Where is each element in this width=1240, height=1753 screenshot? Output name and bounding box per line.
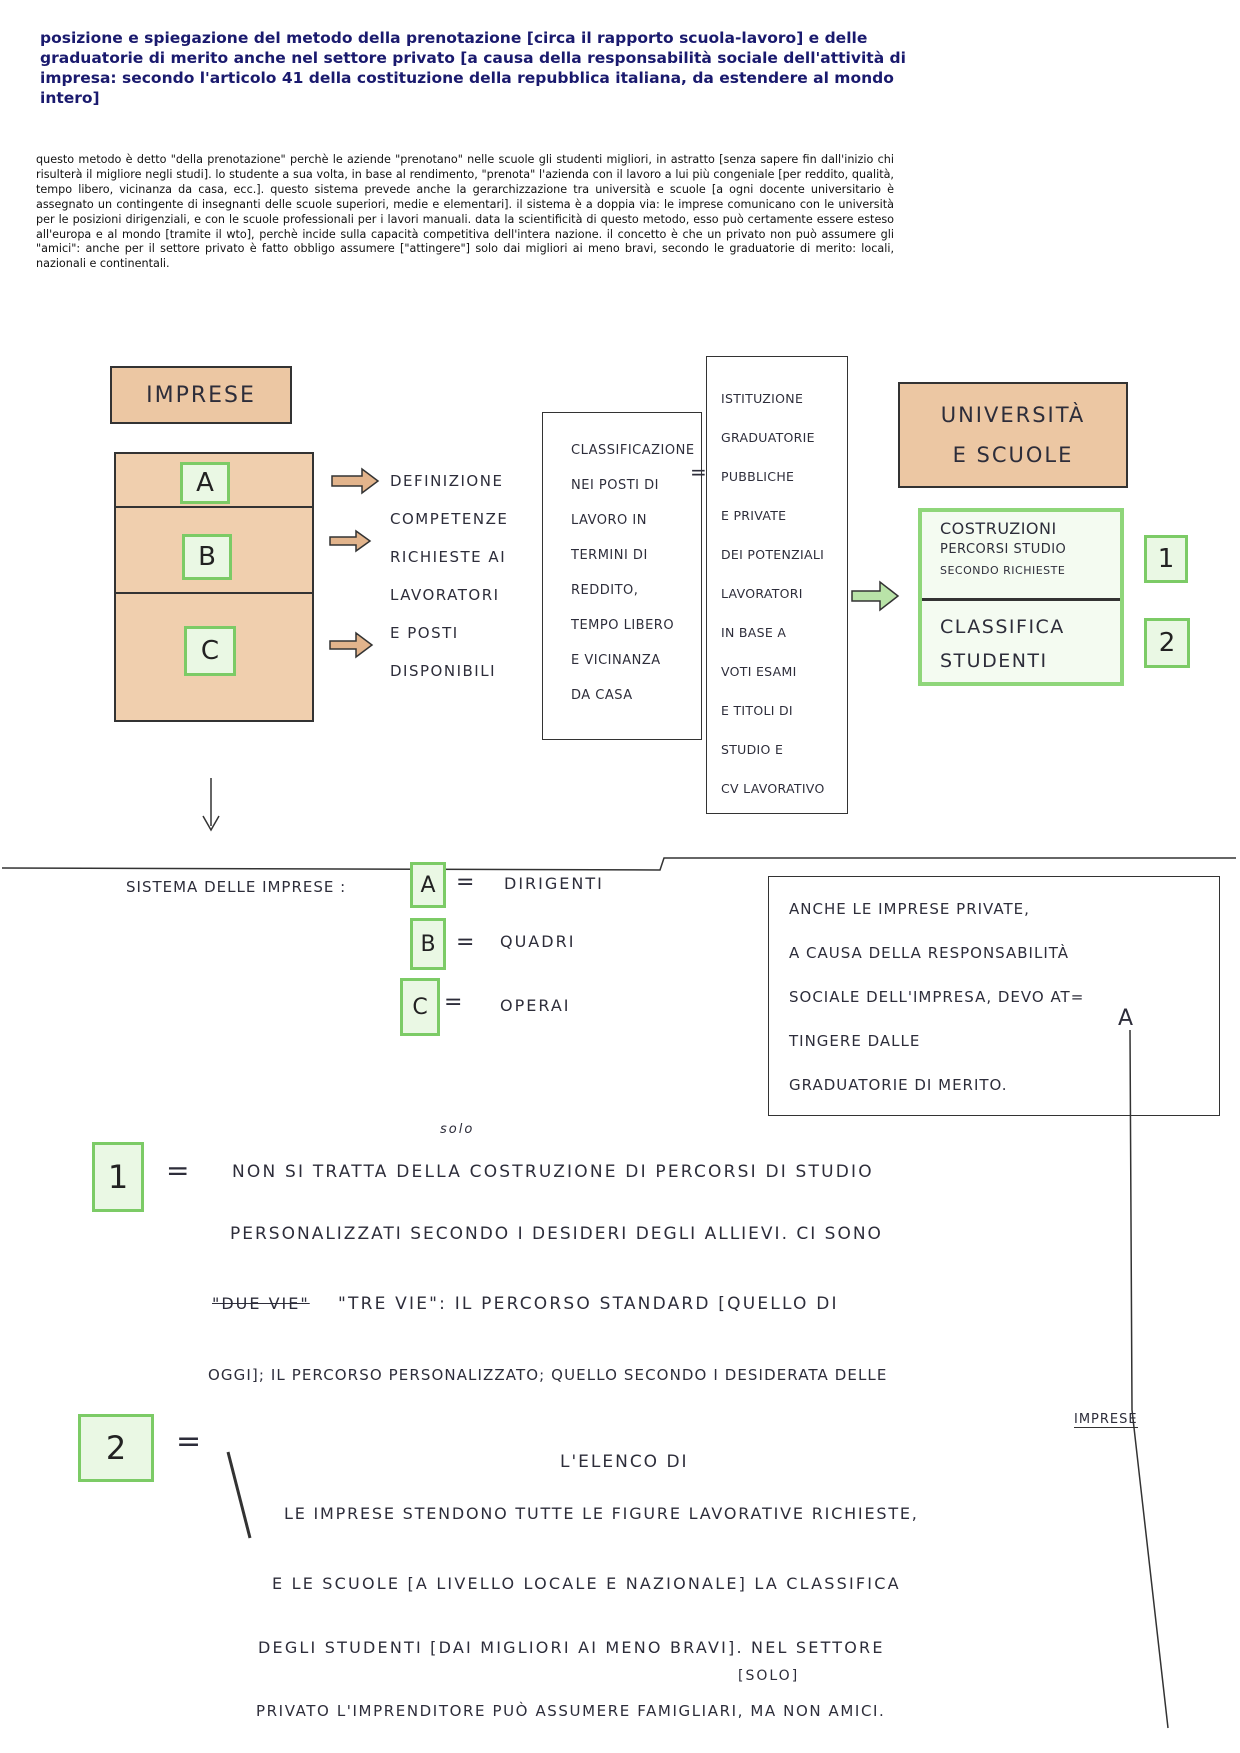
note2-insert-top: L'ELENCO DI <box>560 1452 689 1472</box>
note2-line-4: PRIVATO L'IMPRENDITORE PUÒ ASSUMERE FAMIGLIARI, MA NON AMICI. <box>256 1702 886 1720</box>
istituzione-line: VOTI ESAMI <box>721 664 797 679</box>
note1-number-label: 1 <box>107 1158 129 1196</box>
sistema-c-role: OPERAI <box>500 996 571 1015</box>
universita-label: UNIVERSITÀ <box>940 403 1086 427</box>
sistema-label: SISTEMA DELLE IMPRESE : <box>126 878 347 896</box>
classificazione-line: TERMINI DI <box>571 548 648 563</box>
istituzione-line: E PRIVATE <box>721 508 787 523</box>
sistema-a-role: DIRIGENTI <box>504 874 604 893</box>
equals-sign: = <box>690 460 709 484</box>
definizione-line: DISPONIBILI <box>390 662 496 680</box>
sistema-b-letter: B <box>420 931 436 957</box>
definizione-line: E POSTI <box>390 624 459 642</box>
definizione-line: LAVORATORI <box>390 586 500 604</box>
sistema-b-eq: = <box>456 930 477 955</box>
imprese-label: IMPRESE <box>146 382 256 408</box>
note2-number-label: 2 <box>105 1429 127 1467</box>
sistema-b-role: QUADRI <box>500 932 576 951</box>
sistema-a-eq: = <box>456 870 477 895</box>
company-c-label: C <box>200 636 220 666</box>
anche-line: TINGERE DALLE <box>789 1032 921 1050</box>
definizione-line: RICHIESTE AI <box>390 548 507 566</box>
note2-line-1: LE IMPRESE STENDONO TUTTE LE FIGURE LAVORATIVE RICHIESTE, <box>284 1504 919 1523</box>
note1-line-4: OGGI]; IL PERCORSO PERSONALIZZATO; QUELLO SECONDO I DESIDERATA DELLE <box>208 1366 888 1384</box>
body-paragraph: questo metodo è detto "della prenotazione" perchè le aziende "prenotano" nelle scuole gli studenti migliori, in astratto [senza sapere fin dall'inizio chi risulterà il migliore negli studi]. lo studente a sua volta, in base al rendimento, "prenota" l'azienda con il lavoro a lui più congeniale [per reddito, qualità, tempo libero, vicinanza da casa, ecc.]. questo sistema prevede anche la gerarchizzazione tra università e scuole [a ogni docente universitario è assegnato un contingente di insegnanti delle scuole superiori, medie e elementari]. il sistema è a doppia via: le imprese comunicano con le università per le posizioni dirigenziali, e con le scuole professionali per i lavori manuali. data la scientificità di questo metodo, esso può certamente essere esteso all'europa e al mondo [tramite il wto], perchè incide sulla capacità competitiva dell'intera nazione. il concetto è che un privato non può assumere gli "amici": anche per il settore privato è fatto obbligo assumere ["attingere"] solo dai migliori ai meno bravi, secondo le graduatorie di merito: locali, nazionali e continentali. <box>36 153 894 271</box>
istituzione-line: DEI POTENZIALI <box>721 547 825 562</box>
istituzione-line: E TITOLI DI <box>721 703 793 718</box>
classificazione-line: CLASSIFICAZIONE <box>571 443 695 458</box>
uni-item-2-line: STUDENTI <box>940 650 1048 672</box>
anche-line: GRADUATORIE DI MERITO. <box>789 1076 1008 1094</box>
company-b-label: B <box>198 542 216 572</box>
anche-line: ANCHE LE IMPRESE PRIVATE, <box>789 900 1030 918</box>
anche-line: SOCIALE DELL'IMPRESA, DEVO AT= <box>789 988 1085 1006</box>
istituzione-line: LAVORATORI <box>721 586 803 601</box>
uni-item-1-line: PERCORSI STUDIO <box>940 542 1067 557</box>
universita-label: E SCUOLE <box>952 443 1074 467</box>
classificazione-line: REDDITO, <box>571 583 639 598</box>
istituzione-line: PUBBLICHE <box>721 469 795 484</box>
istituzione-line: CV LAVORATIVO <box>721 781 825 796</box>
uni-item-1-line: COSTRUZIONI <box>940 519 1057 538</box>
note1-struck: "DUE VIE" <box>212 1294 310 1313</box>
note1-line-3: "TRE VIE": IL PERCORSO STANDARD [QUELLO DI <box>338 1294 839 1314</box>
note1-insert: solo <box>440 1122 475 1137</box>
classificazione-line: LAVORO IN <box>571 513 647 528</box>
definizione-line: DEFINIZIONE <box>390 472 504 490</box>
note2-line-2: E LE SCUOLE [A LIVELLO LOCALE E NAZIONALE] LA CLASSIFICA <box>272 1574 901 1593</box>
note1-eq: = <box>166 1154 192 1187</box>
classificazione-line: E VICINANZA <box>571 653 661 668</box>
istituzione-line: STUDIO E <box>721 742 784 757</box>
sistema-a-letter: A <box>420 872 436 898</box>
note1-line-2: PERSONALIZZATI SECONDO I DESIDERI DEGLI ALLIEVI. CI SONO <box>230 1224 883 1244</box>
definizione-line: COMPETENZE <box>390 510 509 528</box>
anche-line: A CAUSA DELLA RESPONSABILITÀ <box>789 944 1069 962</box>
uni-item-1-line: SECONDO RICHIESTE <box>940 564 1066 577</box>
istituzione-line: IN BASE A <box>721 625 787 640</box>
note1-line-5: IMPRESE <box>1074 1412 1138 1427</box>
istituzione-line: GRADUATORIE <box>721 430 815 445</box>
note2-insert-solo: [SOLO] <box>738 1668 800 1684</box>
classificazione-line: NEI POSTI DI <box>571 478 659 493</box>
anche-a-label: A <box>1118 1006 1136 1031</box>
sistema-c-eq: = <box>444 990 465 1015</box>
uni-item-2-number-label: 2 <box>1158 628 1176 658</box>
sistema-c-letter: C <box>412 994 428 1020</box>
classificazione-line: DA CASA <box>571 688 633 703</box>
uni-item-1-number-label: 1 <box>1157 544 1175 574</box>
note2-eq: = <box>176 1424 204 1459</box>
classificazione-line: TEMPO LIBERO <box>571 618 675 633</box>
page-title: posizione e spiegazione del metodo della prenotazione [circa il rapporto scuola-lavoro] e delle graduatorie di merito anche nel settore privato [a causa della responsabilità sociale dell'attività di impresa: secondo l'articolo 41 della costituzione della repubblica italiana, da estendere al mondo intero] <box>40 29 906 107</box>
istituzione-line: ISTITUZIONE <box>721 391 804 406</box>
note2-line-3: DEGLI STUDENTI [DAI MIGLIORI AI MENO BRAVI]. NEL SETTORE <box>258 1638 885 1657</box>
company-a-label: A <box>196 468 214 498</box>
note1-line-1: NON SI TRATTA DELLA COSTRUZIONE DI PERCORSI DI STUDIO <box>232 1162 874 1182</box>
uni-item-2-line: CLASSIFICA <box>940 616 1065 638</box>
